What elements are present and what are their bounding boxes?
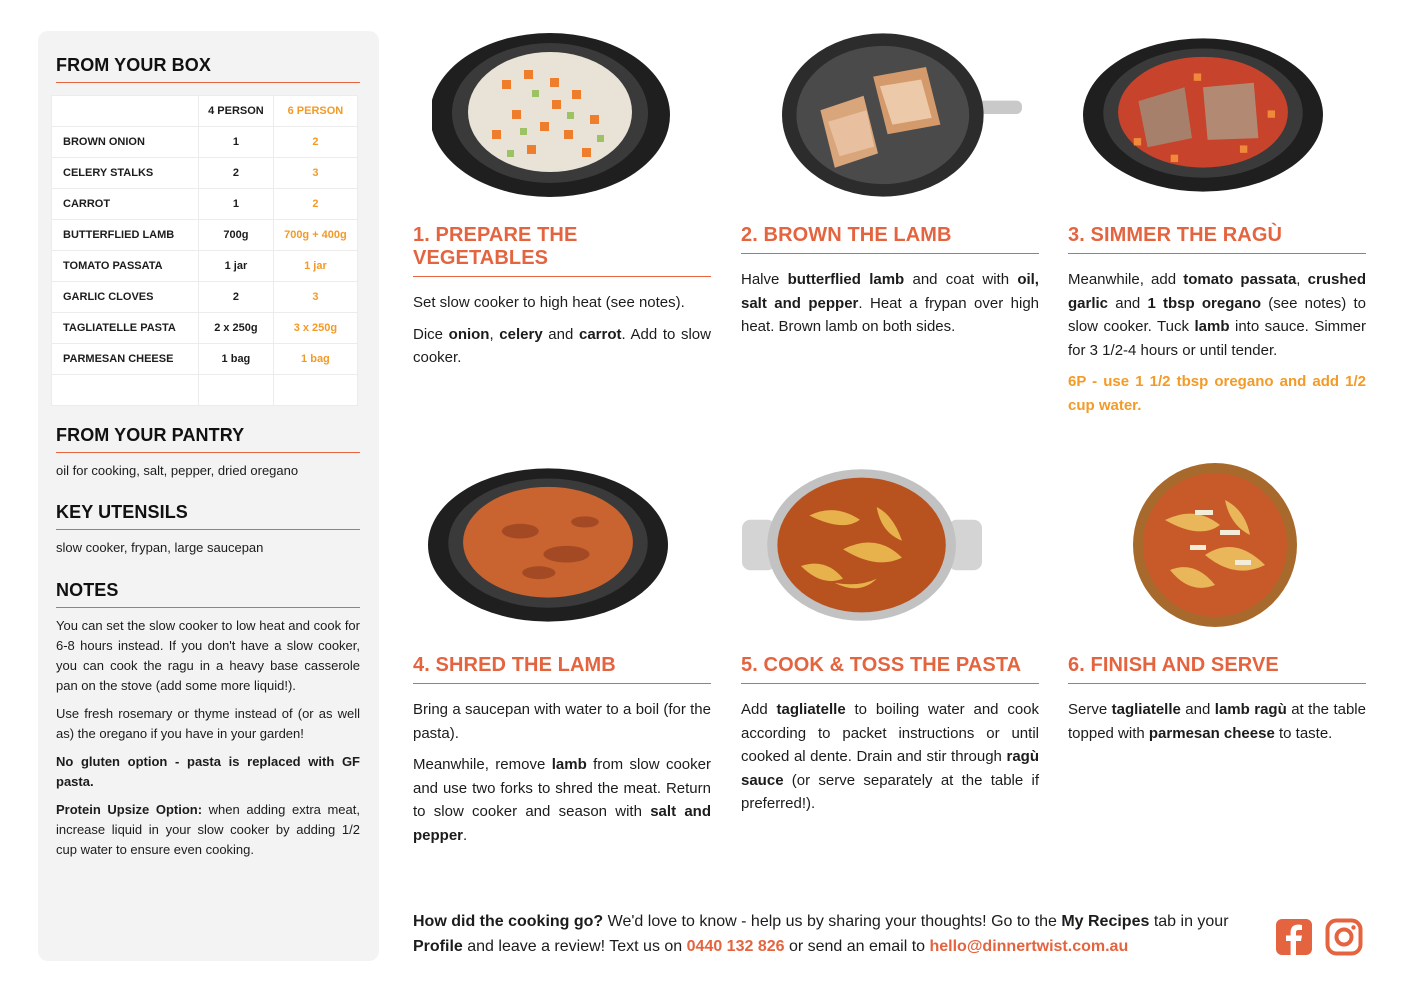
t: , [1296, 271, 1308, 288]
ingredient-name: GARLIC CLOVES [52, 282, 199, 313]
step-4-photo [428, 460, 668, 630]
qty-6: 2 [273, 189, 357, 220]
col-6-person: 6 PERSON [273, 96, 357, 127]
step-6-text [1068, 698, 1366, 745]
ingredient-bold: salt and pepper [413, 803, 711, 844]
t: to boiling water and cook according to packet instructions or until cooked al dente. Drain and stir through [741, 701, 1039, 765]
t: at the table topped with [1068, 701, 1366, 742]
table-row [52, 251, 358, 282]
qty-6: 1 jar [273, 251, 357, 282]
step-1-photo [432, 30, 672, 200]
empty-cell [52, 375, 199, 406]
feedback-footer [413, 909, 1263, 959]
ingredient-bold: carrot [578, 325, 622, 343]
t: Serve [1068, 701, 1112, 718]
footer-question: How did the cooking go? [413, 913, 604, 930]
ingredient-bold: onion [448, 325, 490, 343]
ingredient-name: TOMATO PASSATA [52, 251, 199, 282]
table-row [52, 127, 358, 158]
t: . [463, 826, 468, 844]
step-3-title: 3. SIMMER THE RAGÙ [1068, 224, 1366, 254]
qty-4: 2 x 250g [199, 313, 274, 344]
email-link[interactable]: hello@dinnertwist.com.au [929, 938, 1129, 955]
step-4-text-a: Bring a saucepan with water to a boil (for the pasta). [413, 701, 711, 742]
qty-6: 3 x 250g [273, 313, 357, 344]
ingredient-name: CARROT [52, 189, 199, 220]
utensils-heading: KEY UTENSILS [56, 502, 360, 530]
step-2-text [741, 268, 1039, 339]
empty-cell [199, 375, 274, 406]
step-6-title: 6. FINISH AND SERVE [1068, 654, 1366, 684]
ingredient-name: PARMESAN CHEESE [52, 344, 199, 375]
note-paragraph: Use fresh rosemary or thyme instead of (or as well as) the oregano if you have in your garden! [56, 706, 360, 741]
ingredient-bold: tagliatelle [776, 701, 846, 718]
ingredient-bold: lamb [1194, 318, 1230, 335]
t: (see notes) to slow cooker. Tuck [1068, 294, 1366, 335]
ingredient-bold: butterflied lamb [787, 271, 905, 288]
step-6 [1068, 654, 1366, 745]
t: to taste. [1274, 724, 1333, 742]
table-row [52, 282, 358, 313]
step-1 [413, 224, 711, 370]
t: Meanwhile, add [1068, 271, 1184, 288]
step-4-text-b [413, 753, 711, 847]
step-2 [741, 224, 1039, 339]
step-1-text-a: Set slow cooker to high heat (see notes). [413, 294, 685, 311]
step-5-text [741, 698, 1039, 816]
ingredient-bold: celery [499, 325, 543, 343]
ingredients-table [51, 95, 358, 406]
qty-6: 3 [273, 282, 357, 313]
step-5-photo [742, 460, 982, 630]
ingredient-name: BROWN ONION [52, 127, 199, 158]
ingredient-bold: ragù sauce [741, 748, 1039, 789]
ingredient-bold: tomato passata [1183, 271, 1297, 288]
ingredient-name: TAGLIATELLE PASTA [52, 313, 199, 344]
empty-cell [273, 375, 357, 406]
ingredient-name: BUTTERFLIED LAMB [52, 220, 199, 251]
qty-6: 700g + 400g [273, 220, 357, 251]
qty-4: 2 [199, 282, 274, 313]
qty-4: 2 [199, 158, 274, 189]
box-section [56, 55, 360, 91]
notes-text [56, 616, 360, 860]
ingredient-bold: 1 tbsp oregano [1147, 294, 1262, 312]
ingredients-sidebar [38, 31, 379, 961]
pantry-heading: FROM YOUR PANTRY [56, 425, 360, 453]
step-2-title: 2. BROWN THE LAMB [741, 224, 1039, 254]
step-3-text [1068, 268, 1366, 362]
utensils-text: slow cooker, frypan, large saucepan [56, 540, 264, 555]
ingredient-bold: oil, salt and pepper [741, 271, 1039, 312]
notes-heading: NOTES [56, 580, 360, 608]
t: . Add to slow cooker. [413, 325, 711, 366]
step-1-text-b [413, 323, 711, 370]
t: and [542, 325, 579, 343]
instagram-icon[interactable] [1325, 918, 1363, 956]
step-3-6p-note: 6P - use 1 1/2 tbsp oregano and add 1/2 cup water. [1068, 373, 1366, 414]
t: Halve [741, 271, 788, 288]
t: and leave a review! Text us on [462, 938, 687, 955]
step-4 [413, 654, 711, 847]
step-1-title: 1. PREPARE THE VEGETABLES [413, 224, 711, 277]
t: , [489, 325, 500, 343]
qty-4: 1 bag [199, 344, 274, 375]
profile-link[interactable]: Profile [413, 938, 463, 955]
qty-6: 1 bag [273, 344, 357, 375]
t: from slow cooker and use two forks to shred the meat. Return to slow cooker and season with [413, 756, 711, 820]
ingredient-bold: lamb [551, 756, 587, 773]
table-row [52, 189, 358, 220]
t: and [1180, 701, 1215, 718]
note-gluten: No gluten option - pasta is replaced with GF pasta. [56, 754, 360, 789]
ingredient-bold: tagliatelle [1111, 701, 1181, 718]
ingredient-bold: parmesan cheese [1148, 724, 1275, 742]
t: Meanwhile, remove [413, 756, 552, 773]
pantry-text: oil for cooking, salt, pepper, dried oregano [56, 463, 299, 478]
table-row [52, 220, 358, 251]
my-recipes-link[interactable]: My Recipes [1061, 913, 1150, 930]
qty-4: 700g [199, 220, 274, 251]
note-text: when adding extra meat, increase liquid in your slow cooker by adding 1/2 cup water to ensure even cooking. [56, 802, 360, 857]
step-4-title: 4. SHRED THE LAMB [413, 654, 711, 684]
qty-6: 2 [273, 127, 357, 158]
qty-4: 1 [199, 189, 274, 220]
ingredient-bold: crushed garlic [1068, 271, 1366, 312]
table-row [52, 344, 358, 375]
box-heading: FROM YOUR BOX [56, 55, 360, 83]
t: tab in your [1149, 913, 1229, 930]
t: Dice [413, 325, 449, 343]
step-2-photo [782, 30, 1022, 200]
table-row [52, 158, 358, 189]
t: . Heat a frypan over high heat. Brown lamb on both sides. [741, 294, 1040, 335]
ingredient-name: CELERY STALKS [52, 158, 199, 189]
ingredient-bold: lamb ragù [1214, 701, 1287, 718]
t: (or serve separately at the table if preferred!). [741, 771, 1039, 812]
t: We'd love to know - help us by sharing your thoughts! Go to the [603, 913, 1062, 930]
pantry-section [56, 425, 360, 481]
step-6-photo [1095, 460, 1335, 630]
step-3 [1068, 224, 1366, 417]
facebook-icon[interactable] [1275, 918, 1313, 956]
t: or send an email to [784, 938, 930, 955]
t: Add [741, 701, 777, 718]
phone-link[interactable]: 0440 132 826 [686, 938, 785, 955]
note-protein [56, 800, 360, 860]
notes-section [56, 580, 360, 868]
table-corner [52, 96, 199, 127]
col-4-person: 4 PERSON [199, 96, 274, 127]
step-3-photo [1083, 30, 1323, 200]
step-5 [741, 654, 1039, 816]
step-5-title: 5. COOK & TOSS THE PASTA [741, 654, 1039, 684]
note-label: Protein Upsize Option: [56, 802, 203, 817]
table-row [52, 313, 358, 344]
t: and [1108, 294, 1148, 312]
table-row-empty [52, 375, 358, 406]
t: and coat with [904, 271, 1018, 288]
utensils-section [56, 502, 360, 558]
note-paragraph: You can set the slow cooker to low heat and cook for 6-8 hours instead. If you don't have a slow cooker, you can cook the ragu in a heavy base casserole pan on the stove (add some more liquid!). [56, 618, 360, 693]
qty-4: 1 jar [199, 251, 274, 282]
qty-4: 1 [199, 127, 274, 158]
qty-6: 3 [273, 158, 357, 189]
t: into sauce. Simmer for 3 1/2-4 hours or until tender. [1068, 318, 1366, 359]
table-header-row [52, 96, 358, 127]
